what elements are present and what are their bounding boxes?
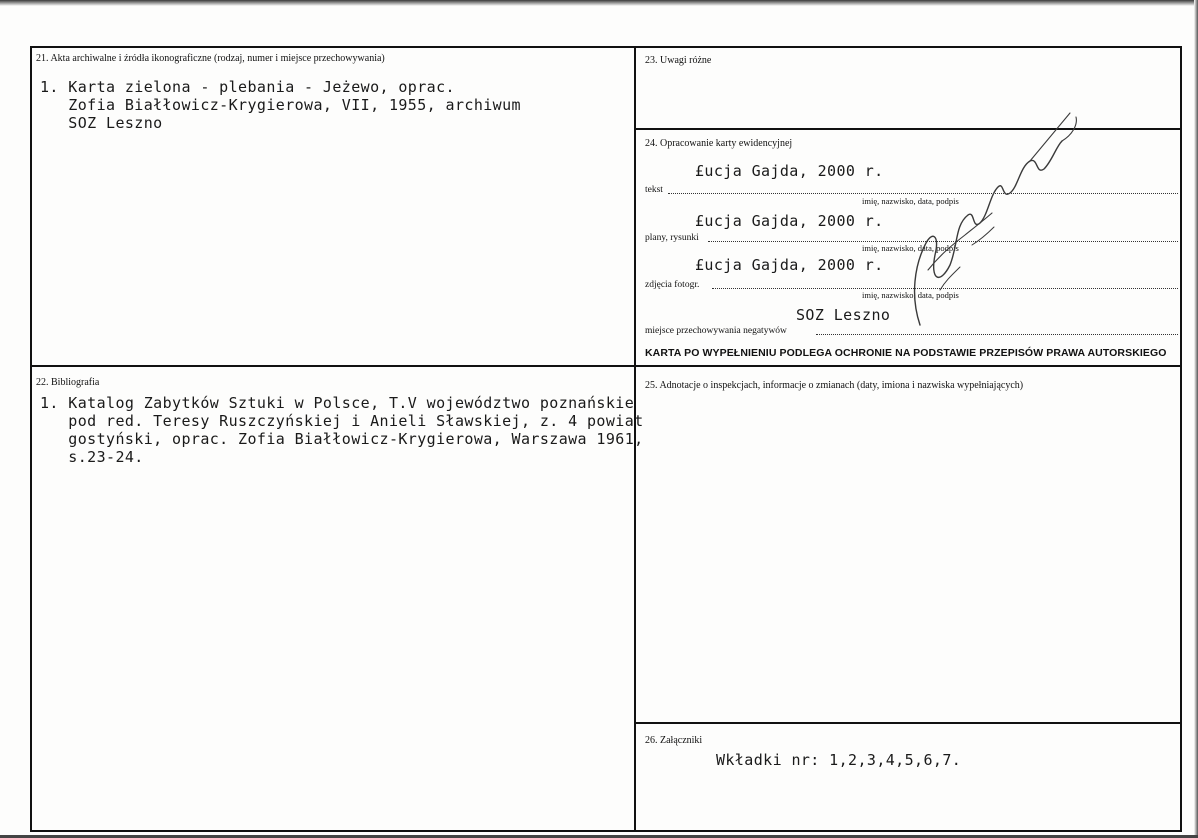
scan-edge-top xyxy=(0,0,1198,6)
text-hint: imię, nazwisko, data, podpis xyxy=(862,196,959,206)
photos-author-value: £ucja Gajda, 2000 r. xyxy=(695,256,884,274)
copyright-notice: KARTA PO WYPEŁNIENIU PODLEGA OCHRONIE NA PODSTAWIE PRZEPISÓW PRAWA AUTORSKIEGO xyxy=(645,347,1167,359)
section-26-label: 26. Załączniki xyxy=(645,735,703,746)
plans-field-label: plany, rysunki xyxy=(645,233,699,243)
plans-hint: imię, nazwisko, data, podpis xyxy=(862,243,959,253)
plans-author-value: £ucja Gajda, 2000 r. xyxy=(695,212,884,230)
section-22-label: 22. Bibliografia xyxy=(36,377,100,388)
handwritten-signature xyxy=(880,95,1090,335)
text-field-label: tekst xyxy=(645,185,663,195)
section-25-label: 25. Adnotacje o inspekcjach, informacje o zmianach (daty, imiona i nazwiska wypełniających) xyxy=(645,380,1024,391)
section-24-label: 24. Opracowanie karty ewidencyjnej xyxy=(645,138,793,149)
section-21-content: 1. Karta zielona - plebania - Jeżewo, oprac. Zofia Białłowicz-Krygierowa, VII, 1955, archiwum SOZ Leszno xyxy=(40,78,521,132)
negatives-field-label: miejsce przechowywania negatywów xyxy=(645,326,787,336)
section-22-content: 1. Katalog Zabytków Sztuki w Polsce, T.V województwo poznańskie pod red. Teresy Ruszczyńskiej i Anieli Sławskiej, z. 4 powiat gostyński, oprac. Zofia Białłowicz-Krygierowa, Warszawa 1961, s.23-24. xyxy=(40,394,644,466)
section-21-label: 21. Akta archiwalne i źródła ikonograficzne (rodzaj, numer i miejsce przechowywania) xyxy=(36,53,385,64)
negatives-location-value: SOZ Leszno xyxy=(796,306,891,324)
section-23-label: 23. Uwagi różne xyxy=(645,55,712,66)
photos-hint: imię, nazwisko, data, podpis xyxy=(862,290,959,300)
divider-25-26 xyxy=(634,722,1182,724)
section-26-content: Wkładki nr: 1,2,3,4,5,6,7. xyxy=(716,751,962,769)
divider-21-22 xyxy=(30,365,636,367)
photos-field-label: zdjęcia fotogr. xyxy=(645,280,700,290)
text-author-value: £ucja Gajda, 2000 r. xyxy=(695,162,884,180)
scan-edge-right xyxy=(1194,0,1198,838)
divider-24-25 xyxy=(634,365,1182,367)
